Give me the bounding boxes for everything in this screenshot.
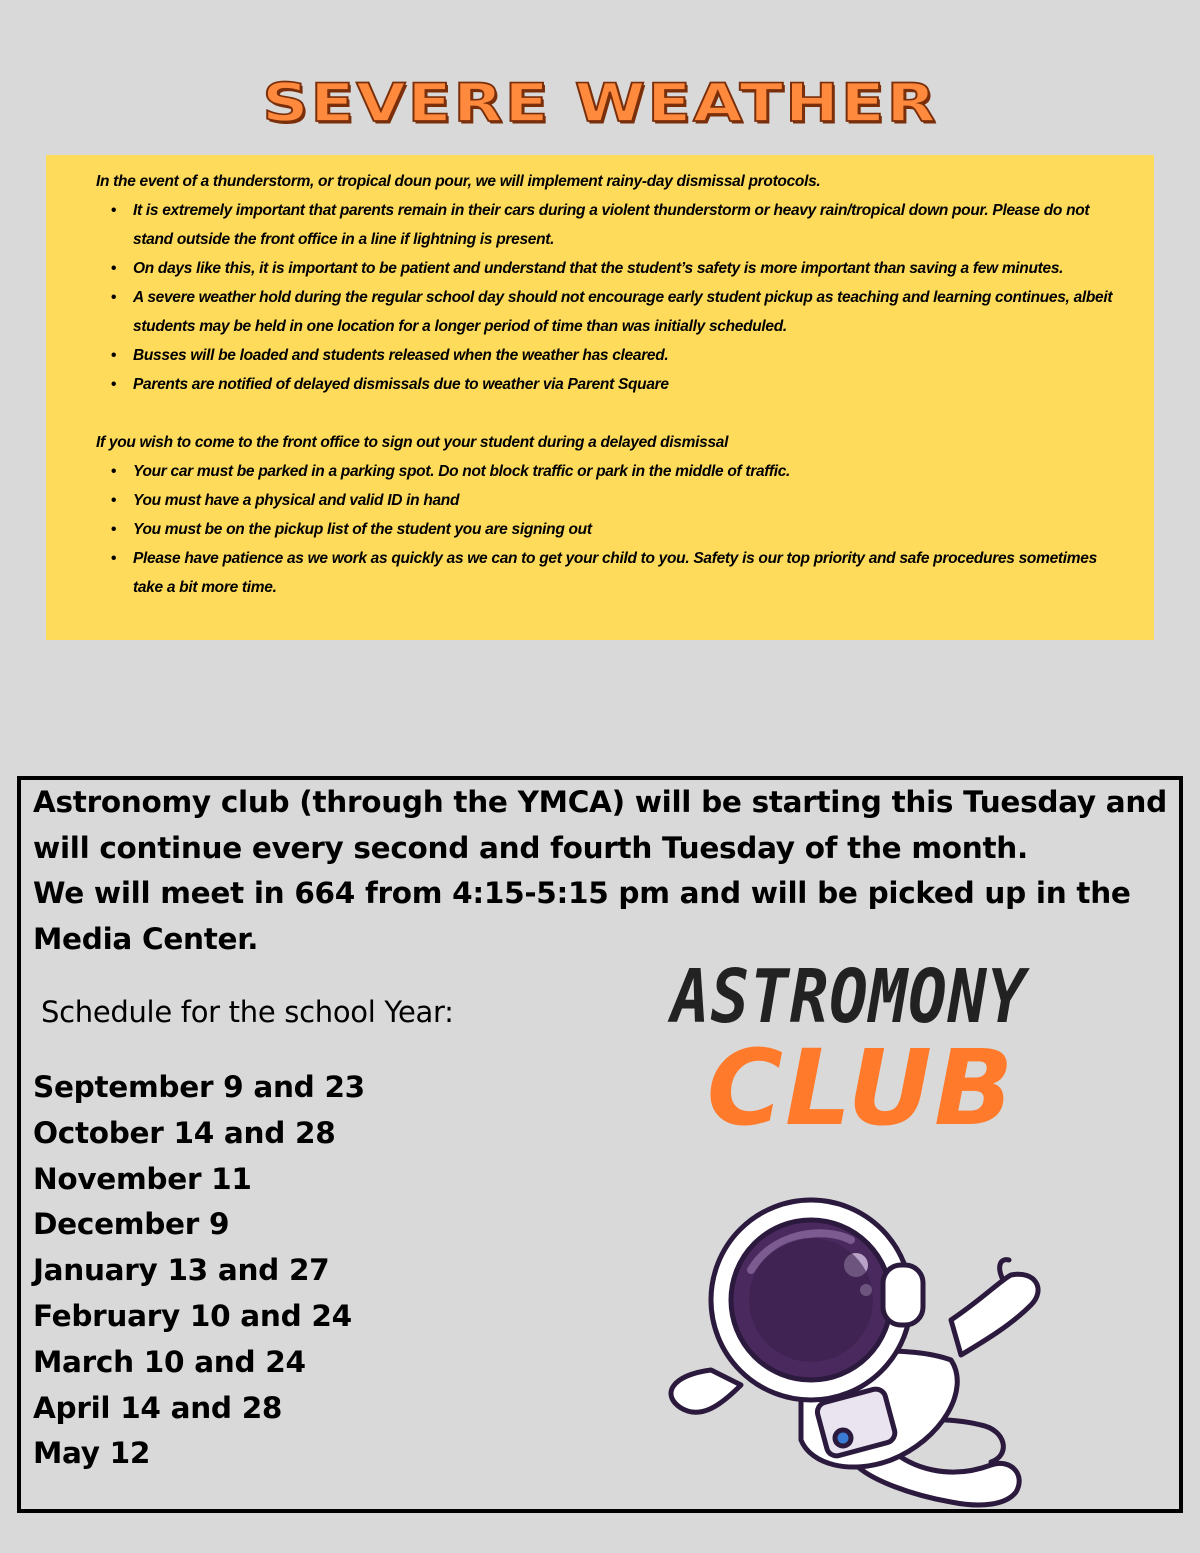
weather-bullet: • Busses will be loaded and students released when the weather has cleared. [133, 341, 1114, 370]
signout-bullet: • Your car must be parked in a parking spot. Do not block traffic or park in the middle of traffic. [133, 457, 1114, 486]
weather-bullet: • On days like this, it is important to be patient and understand that the student’s safety is more important than saving a few minutes. [133, 254, 1114, 283]
signout-bullet: • Please have patience as we work as quickly as we can to get your child to you. Safety is our top priority and safe procedures sometimes take a bit more time. [133, 544, 1114, 602]
schedule-date: November 11 [33, 1161, 252, 1196]
schedule-date: December 9 [33, 1207, 230, 1242]
astronaut-illustration [651, 1180, 1071, 1510]
club-para-2: We will meet in 664 from 4:15-5:15 pm and will be picked up in the Media Center. [33, 876, 1131, 956]
club-description [33, 780, 1173, 962]
signout-bullet: • You must have a physical and valid ID in hand [133, 486, 1114, 515]
schedule-date: April 14 and 28 [33, 1390, 283, 1425]
signout-bullet: • You must be on the pickup list of the student you are signing out [133, 515, 1114, 544]
schedule-heading: Schedule for the school Year: [41, 995, 454, 1029]
signout-bullet-list [96, 457, 1114, 602]
schedule-date: February 10 and 24 [33, 1298, 352, 1333]
severe-weather-title: SEVERE WEATHER [262, 73, 938, 135]
schedule-date-list [33, 1065, 365, 1477]
club-para-1: Astronomy club (through the YMCA) will be starting this Tuesday and will continue every second and fourth Tuesday of the month. [33, 785, 1167, 865]
club-logo-line-2: CLUB [706, 1027, 1016, 1149]
weather-intro: In the event of a thunderstorm, or tropical doun pour, we will implement rainy-day dismissal protocols. [96, 173, 821, 190]
severe-weather-notice [46, 155, 1154, 640]
schedule-date: January 13 and 27 [33, 1253, 330, 1288]
schedule-date: September 9 and 23 [33, 1070, 365, 1104]
schedule-date: October 14 and 28 [33, 1115, 336, 1150]
weather-bullet: • Parents are notified of delayed dismissals due to weather via Parent Square [133, 370, 1114, 399]
club-logo-line-1: ASTROMONY [671, 955, 1027, 1041]
signout-intro: If you wish to come to the front office to sign out your student during a delayed dismissal [96, 434, 729, 451]
weather-bullet: • It is extremely important that parents remain in their cars during a violent thunderstorm or heavy rain/tropical down pour. Please do not stand outside the front office in a line if lightning is present. [133, 196, 1114, 254]
weather-bullet-list [96, 196, 1114, 399]
weather-bullet: • A severe weather hold during the regular school day should not encourage early student pickup as teaching and learning continues, albeit students may be held in one location for a longer period of time than was initially scheduled. [133, 283, 1114, 341]
schedule-date: May 12 [33, 1436, 151, 1471]
schedule-date: March 10 and 24 [33, 1344, 306, 1379]
astronomy-club-section [17, 776, 1183, 1513]
